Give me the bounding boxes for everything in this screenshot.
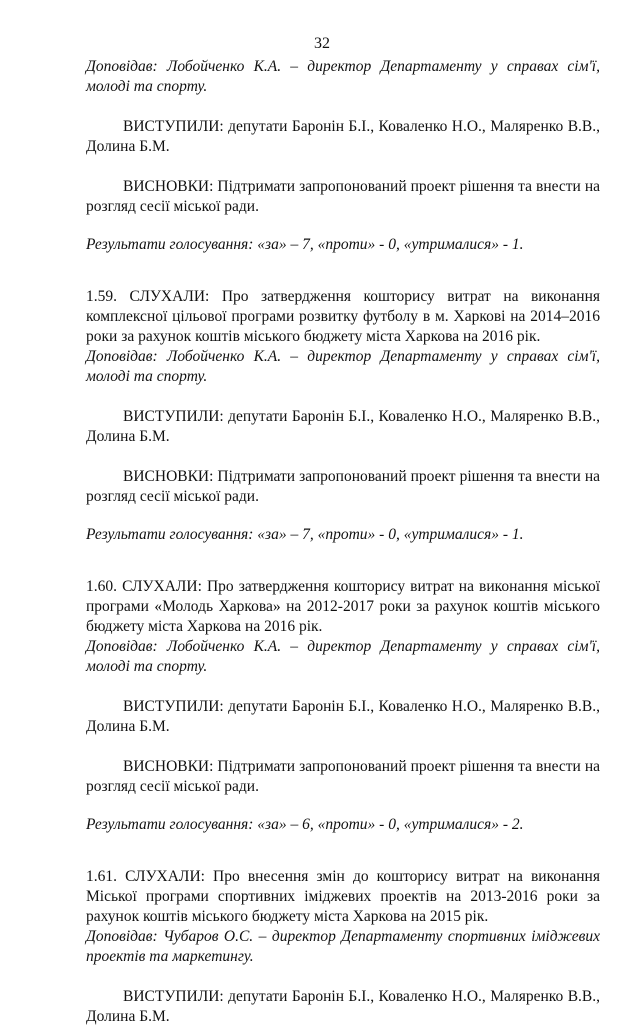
page-content: [86, 57, 600, 1027]
speakers-paragraph: ВИСТУПИЛИ: депутати Баронін Б.І., Коваленко Н.О., Маляренко В.В., Долина Б.М.: [86, 988, 600, 1025]
heard-paragraph: 1.60. СЛУХАЛИ: Про затвердження кошторису витрат на виконання міської програми «Молодь Харкова» на 2012-2017 роки за рахунок коштів міського бюджету міста Харкова на 2016 рік.: [86, 578, 600, 635]
speakers-paragraph: ВИСТУПИЛИ: депутати Баронін Б.І., Коваленко Н.О., Маляренко В.В., Долина Б.М.: [86, 408, 600, 445]
reporter-line: Доповідав: Лобойченко К.А. – директор Департаменту у справах сім'ї, молоді та спорту.: [86, 638, 600, 675]
speakers-paragraph: ВИСТУПИЛИ: депутати Баронін Б.І., Коваленко Н.О., Маляренко В.В., Долина Б.М.: [86, 698, 600, 735]
reporter-line: Доповідав: Лобойченко К.А. – директор Департаменту у справах сім'ї, молоді та спорту.: [86, 348, 600, 385]
vote-results: Результати голосування: «за» – 7, «проти» - 0, «утрималися» - 1.: [86, 236, 524, 253]
reporter-line: Доповідав: Лобойченко К.А. – директор Департаменту у справах сім'ї, молоді та спорту.: [86, 58, 600, 95]
vote-results: Результати голосування: «за» – 6, «проти» - 0, «утрималися» - 2.: [86, 816, 524, 833]
heard-paragraph: 1.59. СЛУХАЛИ: Про затвердження кошторису витрат на виконання комплексної цільової програми розвитку футболу в м. Харкові на 2014–2016 роки за рахунок коштів міського бюджету міста Харкова на 2016 рік.: [86, 288, 600, 345]
conclusions-paragraph: ВИСНОВКИ: Підтримати запропонований проект рішення та внести на розгляд сесії міської ради.: [86, 758, 600, 795]
conclusions-paragraph: ВИСНОВКИ: Підтримати запропонований проект рішення та внести на розгляд сесії міської ради.: [86, 468, 600, 505]
heard-paragraph: 1.61. СЛУХАЛИ: Про внесення змін до кошторису витрат на виконання Міської програми спортивних іміджевих проектів на 2013-2016 роки за рахунок коштів міського бюджету міста Харкова на 2015 рік.: [86, 868, 600, 925]
page-number: 32: [314, 35, 330, 52]
vote-results: Результати голосування: «за» – 7, «проти» - 0, «утрималися» - 1.: [86, 526, 524, 543]
conclusions-paragraph: ВИСНОВКИ: Підтримати запропонований проект рішення та внести на розгляд сесії міської ради.: [86, 178, 600, 215]
reporter-line: Доповідав: Чубаров О.С. – директор Департаменту спортивних іміджевих проектів та маркетингу.: [86, 928, 600, 965]
speakers-paragraph: ВИСТУПИЛИ: депутати Баронін Б.І., Коваленко Н.О., Маляренко В.В., Долина Б.М.: [86, 118, 600, 155]
